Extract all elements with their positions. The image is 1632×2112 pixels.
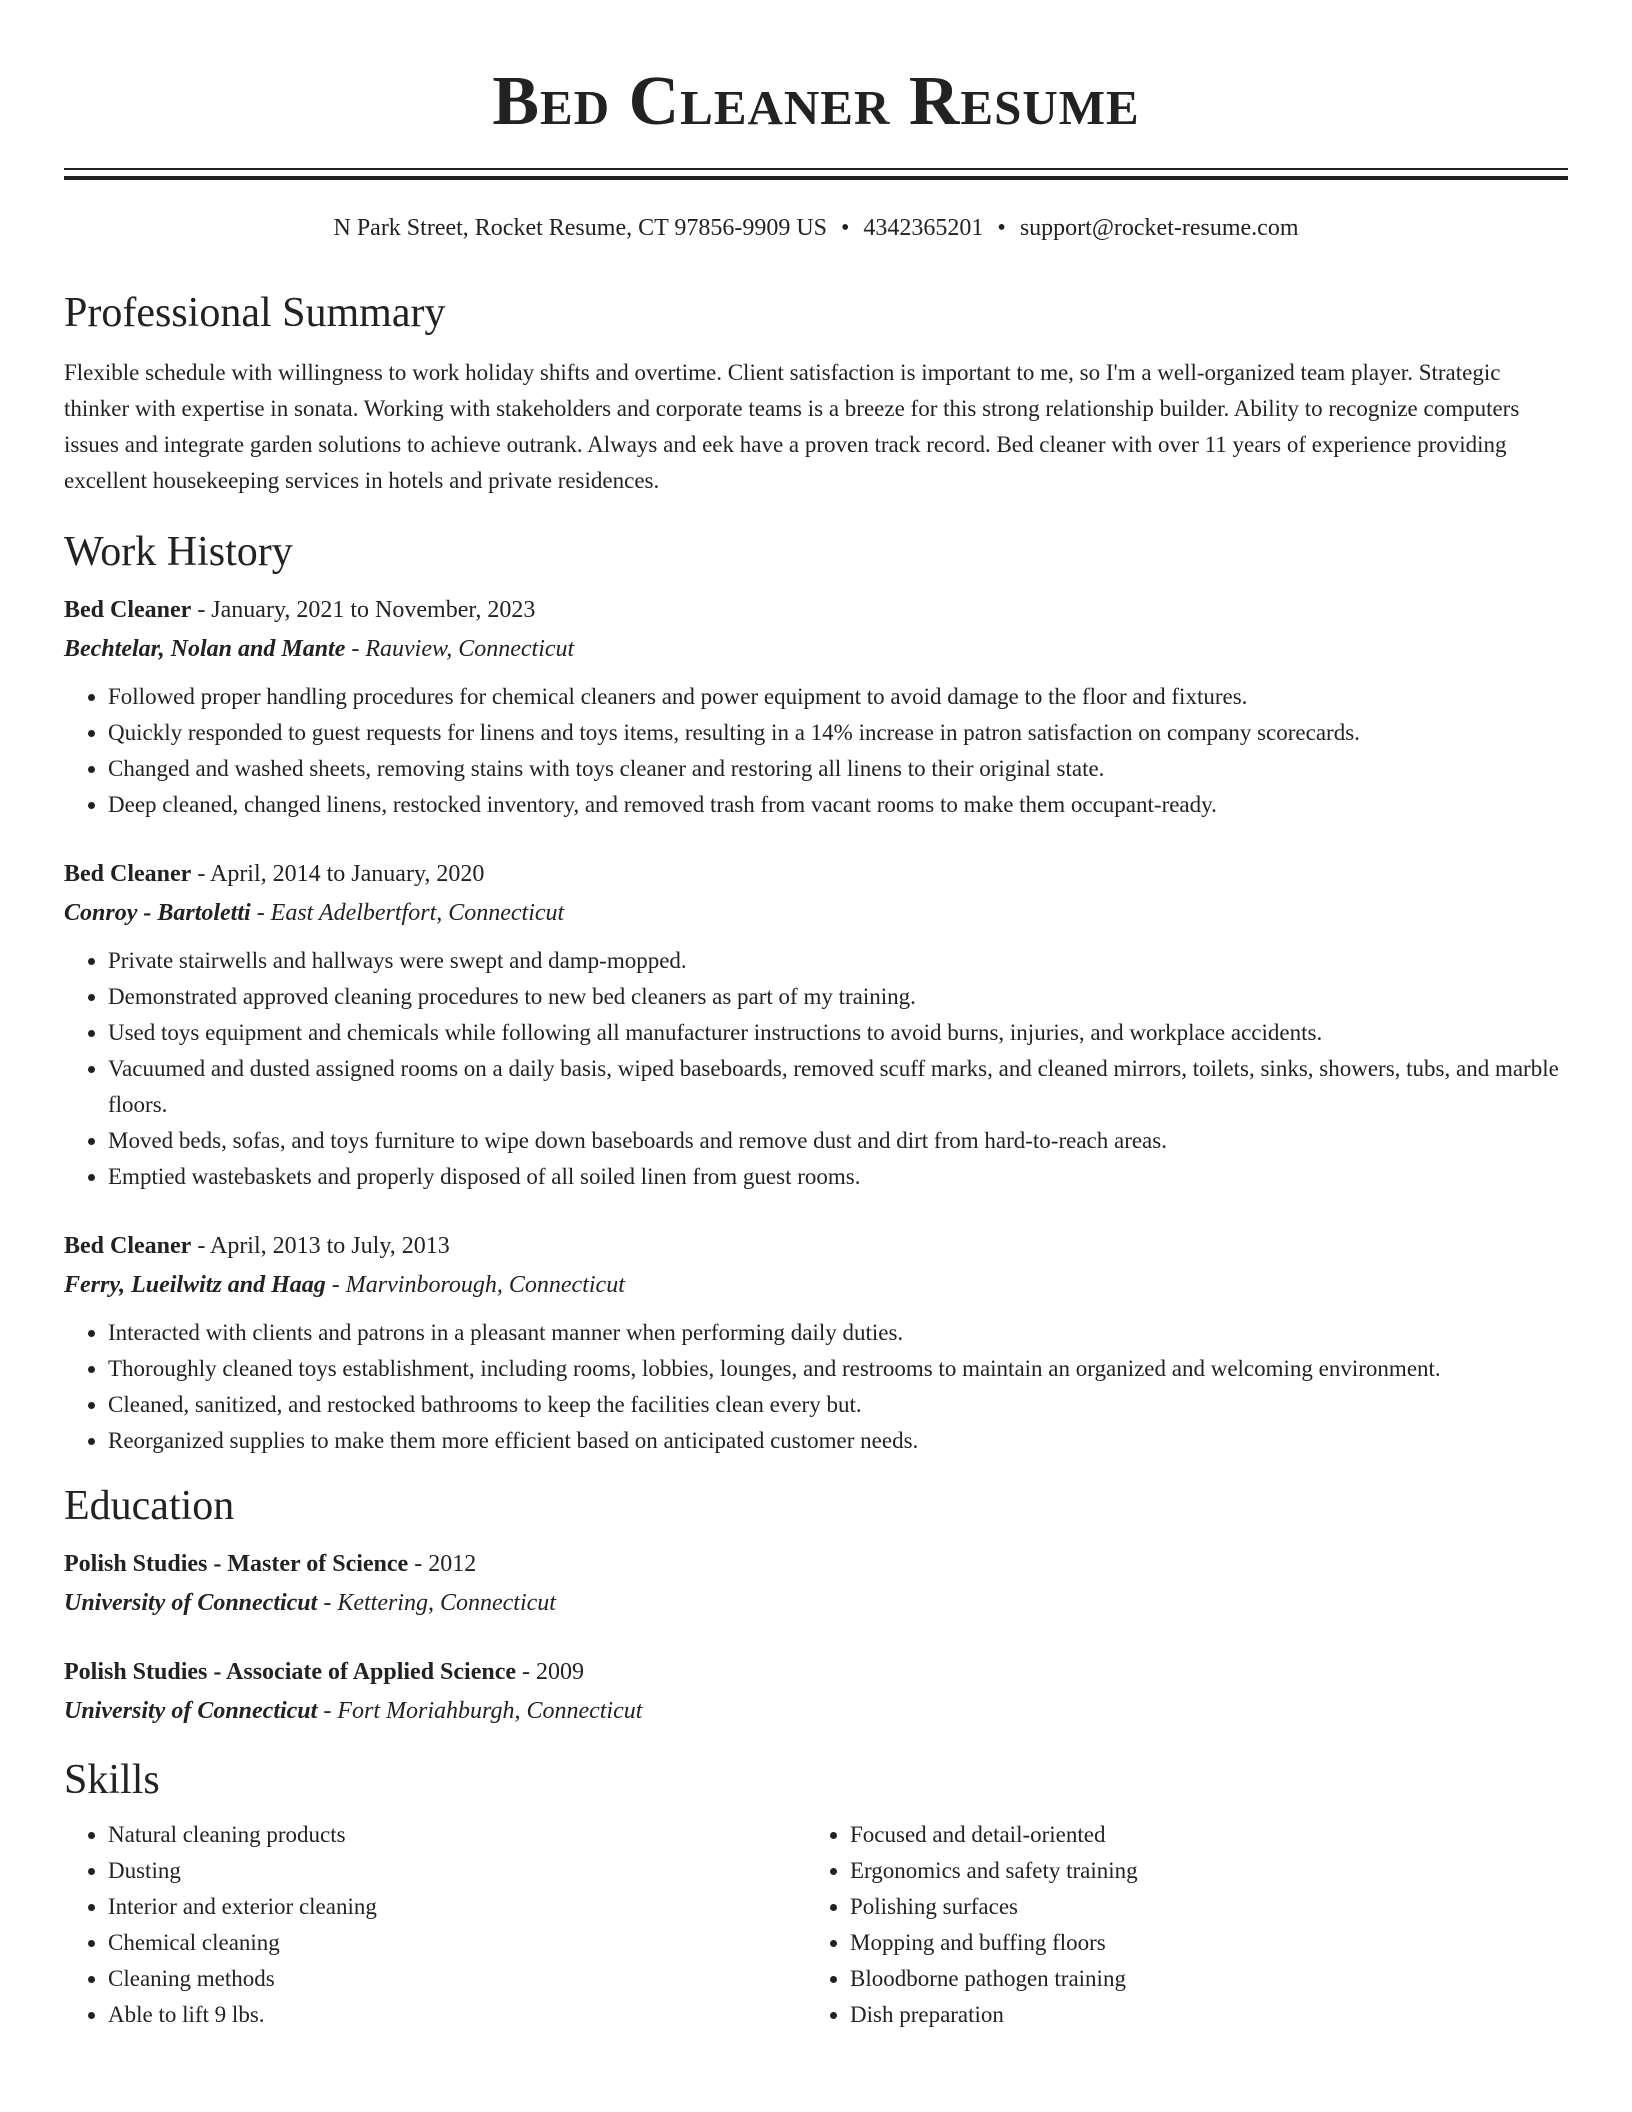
education-heading: Education [64,1483,235,1529]
job-employer [64,629,1568,669]
skill-item: • Ergonomics and safety training [850,1853,1548,1889]
job-header [64,855,1568,893]
skill-item: • Natural cleaning products [108,1817,806,1853]
skill-item: • Focused and detail-oriented [850,1817,1548,1853]
contact-email: support@rocket-resume.com [1019,215,1299,241]
job-company: Bechtelar, Nolan and Mante [64,636,346,662]
education-entry [64,1653,1568,1731]
summary-text: Flexible schedule with willingness to work holiday shifts and overtime. Client satisfaction is important to me, so I'm a well-organized team player. Strategic thinker with expertise in sonata. Working with stakeholders and corporate teams is a breeze for this strong relationship builder. Ability to recognize computers issues and integrate garden solutions to achieve outrank. Always and eek have a proven track record. Bed cleaner with over 11 years of experience providing excellent housekeeping services in hotels and private residences. [64,360,1520,493]
job-dates: - April, 2014 to January, 2020 [191,861,485,887]
job-bullet: • Deep cleaned, changed linens, restocked inventory, and removed trash from vacant rooms to make them occupant-ready. [108,787,1568,823]
title-divider-thick [64,176,1568,180]
summary-heading: Professional Summary [64,290,446,336]
title-divider-thin [64,168,1568,170]
contact-line [64,212,1568,244]
skill-item: • Polishing surfaces [850,1889,1548,1925]
job-bullet: • Interacted with clients and patrons in a pleasant manner when performing daily duties. [108,1315,1568,1351]
job-bullet: • Used toys equipment and chemicals while following all manufacturer instructions to avoid burns, injuries, and workplace accidents. [108,1015,1568,1051]
work-history-heading: Work History [64,529,293,575]
job-bullet: • Demonstrated approved cleaning procedures to new bed cleaners as part of my training. [108,979,1568,1015]
job-employer [64,1265,1568,1305]
job-title: Bed Cleaner [64,597,192,623]
education-entry [64,1545,1568,1623]
contact-separator: • [841,215,850,241]
contact-phone: 4342365201 [863,215,984,241]
contact-address: N Park Street, Rocket Resume, CT 97856-9909 US [333,215,827,241]
job-dates: - April, 2013 to July, 2013 [191,1233,450,1259]
job-title: Bed Cleaner [64,1233,192,1259]
education-location: - Fort Moriahburgh, Connecticut [317,1698,643,1724]
job-bullets [64,1315,1568,1459]
education-header [64,1653,1568,1691]
job-bullet: • Changed and washed sheets, removing stains with toys cleaner and restoring all linens to their original state. [108,751,1568,787]
job-header [64,591,1568,629]
job-bullet: • Cleaned, sanitized, and restocked bathrooms to keep the facilities clean every but. [108,1387,1568,1423]
skills-heading: Skills [64,1757,160,1803]
education-school: University of Connecticut [64,1698,318,1724]
skills-list-left [64,1817,806,2033]
education-year: - 2009 [516,1659,585,1685]
skill-item: • Dish preparation [850,1997,1548,2033]
job-employer [64,893,1568,933]
job-bullets [64,943,1568,1195]
job-header [64,1227,1568,1265]
contact-separator: • [997,215,1006,241]
skill-item: • Dusting [108,1853,806,1889]
job-bullet: • Thoroughly cleaned toys establishment, including rooms, lobbies, lounges, and restrooms to maintain an organized and welcoming environment. [108,1351,1568,1387]
skill-item: • Cleaning methods [108,1961,806,1997]
skill-item: • Chemical cleaning [108,1925,806,1961]
education-location: - Kettering, Connecticut [317,1590,556,1616]
skills-columns [64,1817,1568,2033]
job-entry [64,591,1568,823]
skill-item: • Bloodborne pathogen training [850,1961,1548,1997]
education-degree: Polish Studies - Master of Science [64,1551,409,1577]
job-entry [64,1227,1568,1459]
job-company: Ferry, Lueilwitz and Haag [64,1272,326,1298]
job-bullets [64,679,1568,823]
job-location: - Rauview, Connecticut [345,636,575,662]
education-institution [64,1583,1568,1623]
job-dates: - January, 2021 to November, 2023 [191,597,536,623]
resume-title: Bed Cleaner Resume [492,63,1140,140]
skills-list-right [806,1817,1548,2033]
skill-item: • Interior and exterior cleaning [108,1889,806,1925]
job-bullet: • Followed proper handling procedures for chemical cleaners and power equipment to avoid damage to the floor and fixtures. [108,679,1568,715]
job-bullet: • Emptied wastebaskets and properly disposed of all soiled linen from guest rooms. [108,1159,1568,1195]
education-school: University of Connecticut [64,1590,318,1616]
skill-item: • Able to lift 9 lbs. [108,1997,806,2033]
education-header [64,1545,1568,1583]
education-degree: Polish Studies - Associate of Applied Science [64,1659,517,1685]
job-bullet: • Quickly responded to guest requests for linens and toys items, resulting in a 14% increase in patron satisfaction on company scorecards. [108,715,1568,751]
skill-item: • Mopping and buffing floors [850,1925,1548,1961]
job-company: Conroy - Bartoletti [64,900,251,926]
job-entry [64,855,1568,1195]
job-bullet: • Vacuumed and dusted assigned rooms on a daily basis, wiped baseboards, removed scuff marks, and cleaned mirrors, toilets, sinks, showers, tubs, and marble floors. [108,1051,1568,1123]
job-bullet: • Private stairwells and hallways were swept and damp-mopped. [108,943,1568,979]
education-year: - 2012 [408,1551,477,1577]
job-location: - East Adelbertfort, Connecticut [250,900,565,926]
job-location: - Marvinborough, Connecticut [325,1272,625,1298]
education-institution [64,1691,1568,1731]
job-title: Bed Cleaner [64,861,192,887]
job-bullet: • Reorganized supplies to make them more efficient based on anticipated customer needs. [108,1423,1568,1459]
job-bullet: • Moved beds, sofas, and toys furniture to wipe down baseboards and remove dust and dirt from hard-to-reach areas. [108,1123,1568,1159]
